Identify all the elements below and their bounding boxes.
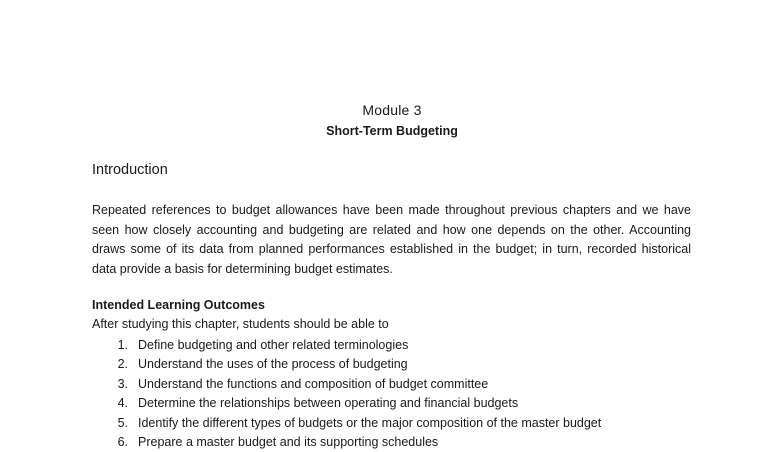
list-item-number: 1. bbox=[117, 338, 128, 352]
list-item-text: Prepare a master budget and its supporting schedules bbox=[138, 434, 439, 449]
learning-outcomes-heading: Intended Learning Outcomes bbox=[92, 298, 265, 312]
module-subtitle: Short-Term Budgeting bbox=[326, 124, 458, 138]
list-item-text: Determine the relationships between operating and financial budgets bbox=[138, 396, 519, 411]
list-item-number: 6. bbox=[117, 434, 128, 449]
list-item-number: 3. bbox=[117, 376, 128, 391]
introduction-paragraph: Repeated references to budget allowances have been made throughout previous chapters and we have seen how closely accounting and budgeting are related and how one depends on the other. Accounting draws some of its data from planned performances established in the budget; in turn, recorded historical data provide a basis for determining budget estimates. bbox=[92, 203, 691, 276]
list-item-number: 2. bbox=[117, 357, 128, 372]
learning-outcomes-intro: After studying this chapter, students should be able to bbox=[92, 317, 389, 331]
introduction-heading: Introduction bbox=[92, 162, 168, 178]
list-item-text: Understand the functions and composition of budget committee bbox=[138, 376, 489, 391]
list-item-number: 5. bbox=[117, 415, 128, 430]
list-item-text: Understand the uses of the process of budgeting bbox=[138, 357, 408, 372]
list-item-text: Identify the different types of budgets or the major composition of the master budget bbox=[138, 415, 602, 430]
list-item-number: 4. bbox=[117, 396, 128, 411]
module-title: Module 3 bbox=[362, 102, 422, 118]
list-item-text: Define budgeting and other related terminologies bbox=[138, 338, 409, 352]
